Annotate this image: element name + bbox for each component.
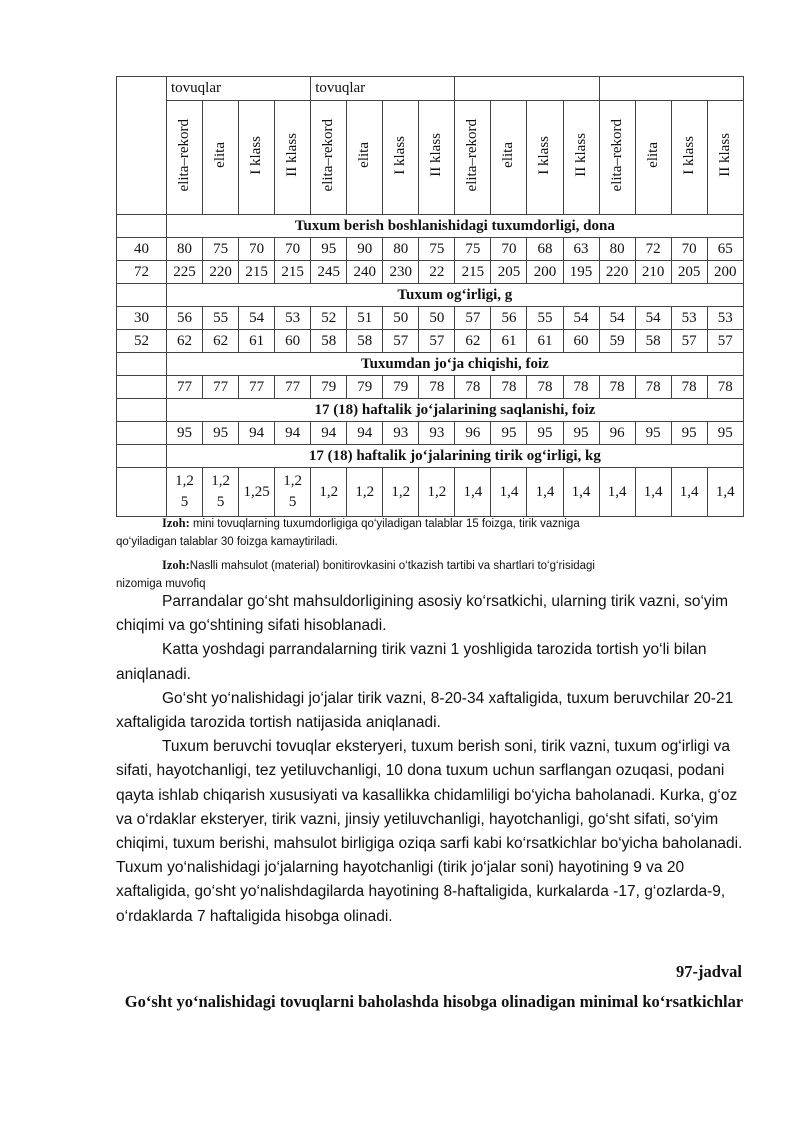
table-cell: 78	[419, 376, 455, 399]
table-cell: 51	[347, 307, 383, 330]
table-cell: 95	[311, 238, 347, 261]
label-cell-empty	[117, 445, 167, 468]
note-text: mini tovuqlarning tuxumdorligiga qo‘yiladigan talablar 15 foizga, tirik vazniga	[189, 518, 580, 530]
table-cell: 53	[707, 307, 743, 330]
table-cell: 70	[275, 238, 311, 261]
column-header	[419, 101, 455, 215]
note-2	[116, 556, 716, 593]
table-cell: 78	[671, 376, 707, 399]
table-cell: 93	[383, 422, 419, 445]
column-header-label: elita–rekord	[464, 118, 481, 192]
table-cell: 245	[311, 261, 347, 284]
table-cell: 79	[347, 376, 383, 399]
table-cell: 59	[599, 330, 635, 353]
row-label: 72	[117, 261, 167, 284]
table-cell: 220	[203, 261, 239, 284]
table-cell: 62	[455, 330, 491, 353]
table-cell: 95	[671, 422, 707, 445]
table-cell: 215	[455, 261, 491, 284]
table-cell: 230	[383, 261, 419, 284]
table-cell: 94	[239, 422, 275, 445]
note-text-continued: qo‘yiladigan talablar 30 foizga kamaytiriladi.	[116, 536, 338, 548]
table-cell: 54	[635, 307, 671, 330]
table-cell: 75	[419, 238, 455, 261]
table-cell: 1,2	[347, 468, 383, 517]
row-label: 52	[117, 330, 167, 353]
label-cell-empty	[117, 284, 167, 307]
column-header	[635, 101, 671, 215]
column-header-label: I klass	[248, 135, 265, 175]
table-cell: 1,4	[635, 468, 671, 517]
column-header	[383, 101, 419, 215]
column-header-label: II klass	[428, 133, 445, 177]
note-label: Izoh:	[162, 516, 190, 530]
table-cell: 1,2 5	[167, 468, 203, 517]
group-header: tovuqlar	[311, 77, 455, 101]
table-cell: 1,4	[455, 468, 491, 517]
table-cell: 57	[707, 330, 743, 353]
paragraph: Tuxum beruvchi tovuqlar eksteryeri, tuxum berish soni, tirik vazni, tuxum og‘irligi va sifati, hayotchanligi, tez yetiluvchanligi, 10 dona tuxum uchun sarflangan ozuqasi, podani qayta ishlab chiqarish xususiyati va kasallikka chidamliligi bo‘yicha baholanadi. Kurka, g‘oz va o‘rdaklar eksteryer, tirik vazni, jinsiy yetiluvchanligi, hayotchanligi, go‘sht sifati, so‘yim chiqimi, tuxum berishi, mahsulot birligiga oziqa sarfi kabi ko‘rsatkichlar bo‘yicha baholanadi.	[116, 738, 743, 853]
column-header-label: II klass	[572, 133, 589, 177]
table-cell: 1,4	[599, 468, 635, 517]
table-cell: 56	[491, 307, 527, 330]
table-cell: 93	[419, 422, 455, 445]
section-title: Tuxum og‘irligi, g	[167, 284, 744, 307]
table-cell: 52	[311, 307, 347, 330]
table-cell: 57	[671, 330, 707, 353]
table-cell: 1,25	[239, 468, 275, 517]
table-cell: 70	[491, 238, 527, 261]
table-cell: 75	[455, 238, 491, 261]
table-cell: 240	[347, 261, 383, 284]
row-label	[117, 468, 167, 517]
group-header: tovuqlar	[167, 77, 311, 101]
column-header-label: elita	[644, 142, 661, 168]
note-text: Naslli mahsulot (material) bonitirovkasini o‘tkazish tartibi va shartlari to‘g‘risidagi	[189, 560, 595, 572]
table-cell: 205	[491, 261, 527, 284]
column-header-label: elita–rekord	[320, 118, 337, 192]
table-cell: 54	[599, 307, 635, 330]
table-cell: 195	[563, 261, 599, 284]
paragraph: Parrandalar go‘sht mahsuldorligining asosiy ko‘rsatkichi, ularning tirik vazni, so‘yim chiqimi va go‘shtining sifati hisoblanadi.	[116, 593, 728, 635]
column-header-label: elita	[212, 142, 229, 168]
row-label	[117, 376, 167, 399]
row-label	[117, 422, 167, 445]
column-header	[527, 101, 563, 215]
table-cell: 220	[599, 261, 635, 284]
table-cell: 77	[167, 376, 203, 399]
group-header-empty	[455, 77, 599, 101]
table-cell: 96	[599, 422, 635, 445]
poultry-standards-table	[116, 76, 744, 517]
table-cell: 95	[707, 422, 743, 445]
table-cell: 54	[239, 307, 275, 330]
table-cell: 58	[635, 330, 671, 353]
table-cell: 215	[275, 261, 311, 284]
table-cell: 72	[635, 238, 671, 261]
column-header	[239, 101, 275, 215]
column-header	[599, 101, 635, 215]
column-header	[203, 101, 239, 215]
table-cell: 215	[239, 261, 275, 284]
table-cell: 1,2	[311, 468, 347, 517]
table-cell: 53	[275, 307, 311, 330]
note-text-continued: nizomiga muvofiq	[116, 578, 206, 590]
column-header	[347, 101, 383, 215]
table-cell: 95	[491, 422, 527, 445]
table-cell: 55	[527, 307, 563, 330]
column-header	[707, 101, 743, 215]
table-cell: 61	[239, 330, 275, 353]
table-cell: 205	[671, 261, 707, 284]
table-cell: 96	[455, 422, 491, 445]
column-header	[455, 101, 491, 215]
table-cell: 60	[563, 330, 599, 353]
table-cell: 80	[599, 238, 635, 261]
table-cell: 77	[203, 376, 239, 399]
table-cell: 78	[491, 376, 527, 399]
table-cell: 79	[311, 376, 347, 399]
row-label: 30	[117, 307, 167, 330]
table-cell: 57	[455, 307, 491, 330]
paragraph: Katta yoshdagi parrandalarning tirik vazni 1 yoshligida tarozida tortish yo‘li bilan aniqlanadi.	[116, 641, 707, 683]
column-header-label: I klass	[536, 135, 553, 175]
table-cell: 61	[491, 330, 527, 353]
section-title: Tuxum berish boshlanishidagi tuxumdorligi, dona	[167, 215, 744, 238]
table-cell: 57	[383, 330, 419, 353]
column-header	[275, 101, 311, 215]
column-header	[671, 101, 707, 215]
note-1	[116, 514, 716, 551]
table-cell: 200	[707, 261, 743, 284]
table-cell: 95	[203, 422, 239, 445]
table-cell: 1,4	[671, 468, 707, 517]
label-cell-empty	[117, 215, 167, 238]
table-cell: 78	[707, 376, 743, 399]
table-cell: 225	[167, 261, 203, 284]
note-label: Izoh:	[162, 558, 190, 572]
table-cell: 94	[347, 422, 383, 445]
column-header-label: elita–rekord	[176, 118, 193, 192]
table-cell: 210	[635, 261, 671, 284]
table-cell: 22	[419, 261, 455, 284]
table-cell: 56	[167, 307, 203, 330]
table-cell: 77	[275, 376, 311, 399]
column-header-label: elita–rekord	[608, 118, 625, 192]
table-cell: 78	[455, 376, 491, 399]
table-cell: 95	[563, 422, 599, 445]
table-cell: 95	[527, 422, 563, 445]
table-cell: 63	[563, 238, 599, 261]
table-cell: 55	[203, 307, 239, 330]
table-cell: 77	[239, 376, 275, 399]
section-title: 17 (18) haftalik jo‘jalarining saqlanishi, foiz	[167, 399, 744, 422]
table-cell: 1,2	[383, 468, 419, 517]
table-cell: 1,2	[419, 468, 455, 517]
table-cell: 70	[239, 238, 275, 261]
column-header	[311, 101, 347, 215]
table-cell: 200	[527, 261, 563, 284]
table-cell: 54	[563, 307, 599, 330]
table-cell: 70	[671, 238, 707, 261]
table-cell: 75	[203, 238, 239, 261]
table-cell: 62	[167, 330, 203, 353]
table-cell: 61	[527, 330, 563, 353]
paragraph: Go‘sht yo‘nalishidagi jo‘jalar tirik vazni, 8-20-34 xaftaligida, tuxum beruvchilar 20-21 xaftaligida tarozida tortish natijasida aniqlanadi.	[116, 689, 734, 732]
column-header-label: elita	[500, 142, 517, 168]
table-cell: 95	[167, 422, 203, 445]
column-header	[491, 101, 527, 215]
body-text	[116, 590, 746, 929]
table-cell: 57	[419, 330, 455, 353]
table-cell: 95	[635, 422, 671, 445]
column-header-label: II klass	[716, 133, 733, 177]
table-cell: 1,4	[707, 468, 743, 517]
table-cell: 80	[383, 238, 419, 261]
label-cell-empty	[117, 353, 167, 376]
column-header	[563, 101, 599, 215]
column-header-label: I klass	[392, 135, 409, 175]
table-cell: 65	[707, 238, 743, 261]
section-title: 17 (18) haftalik jo‘jalarining tirik og‘irligi, kg	[167, 445, 744, 468]
table-cell: 78	[563, 376, 599, 399]
paragraph: Tuxum yo‘nalishidagi jo‘jalarning hayotchanligi (tirik jo‘jalar soni) hayotining 9 va 20 xaftaligida, go‘sht yo‘nalishdagilarda hayotining 8-haftaligida, kurkalarda -17, g‘ozlarda-9, o‘rdaklarda 7 haftaligida hisobga olinadi.	[116, 859, 726, 925]
table-cell: 94	[311, 422, 347, 445]
table-title: Go‘sht yo‘nalishidagi tovuqlarni baholashda hisobga olinadigan minimal ko‘rsatkichlar	[124, 992, 744, 1011]
table-cell: 50	[419, 307, 455, 330]
corner-cell	[117, 77, 167, 215]
table-cell: 1,2 5	[203, 468, 239, 517]
table-cell: 58	[311, 330, 347, 353]
label-cell-empty	[117, 399, 167, 422]
column-header-label: II klass	[284, 133, 301, 177]
table-cell: 78	[527, 376, 563, 399]
table-cell: 90	[347, 238, 383, 261]
table-cell: 79	[383, 376, 419, 399]
table-cell: 53	[671, 307, 707, 330]
table-cell: 80	[167, 238, 203, 261]
column-header-label: elita	[356, 142, 373, 168]
table-cell: 94	[275, 422, 311, 445]
table-cell: 58	[347, 330, 383, 353]
table-cell: 1,4	[527, 468, 563, 517]
table-cell: 60	[275, 330, 311, 353]
table-cell: 78	[635, 376, 671, 399]
table-cell: 50	[383, 307, 419, 330]
column-header	[167, 101, 203, 215]
table-cell: 62	[203, 330, 239, 353]
table-cell: 1,4	[491, 468, 527, 517]
table-cell: 1,4	[563, 468, 599, 517]
table-number: 97-jadval	[676, 962, 742, 981]
group-header-empty	[599, 77, 743, 101]
column-header-label: I klass	[680, 135, 697, 175]
row-label: 40	[117, 238, 167, 261]
table-cell: 68	[527, 238, 563, 261]
table-cell: 1,2 5	[275, 468, 311, 517]
table-cell: 78	[599, 376, 635, 399]
section-title: Tuxumdan jo‘ja chiqishi, foiz	[167, 353, 744, 376]
